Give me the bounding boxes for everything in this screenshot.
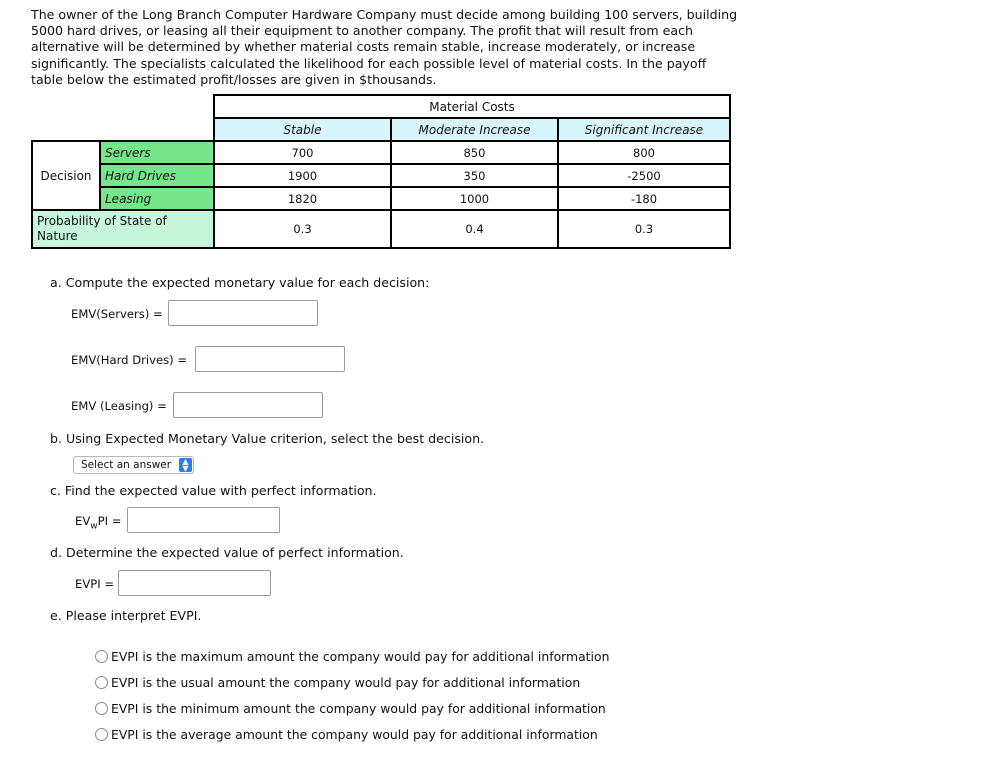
cell-value: 1820 xyxy=(214,187,391,210)
question-a: a. Compute the expected monetary value for each decision: xyxy=(50,275,430,290)
option-label: EVPI is the maximum amount the company would pay for additional information xyxy=(111,649,610,664)
radio-button[interactable] xyxy=(95,728,108,741)
decision-label: Decision xyxy=(32,141,100,210)
radio-button[interactable] xyxy=(95,676,108,689)
evpi-option[interactable] xyxy=(95,727,598,742)
best-decision-select[interactable] xyxy=(73,456,194,474)
table-row xyxy=(32,210,730,248)
row-label-servers: Servers xyxy=(100,141,214,164)
evwpi-label: $EV_wPI$ = xyxy=(75,514,122,532)
radio-button[interactable] xyxy=(95,650,108,663)
evpi-option[interactable] xyxy=(95,701,606,716)
problem-intro: The owner of the Long Branch Computer Hardware Company must decide among building 100 servers, building 5000 hard drives, or leasing all their equipment to another company. The profit that will result from each alternative will be determined by whether material costs remain stable, increase moderately, or increase significantly. The specialists calculated the likelihood for each possible level of material costs. In the payoff table below the estimated profit/losses are given in $thousands. xyxy=(31,7,738,87)
question-c: c. Find the expected value with perfect information. xyxy=(50,483,377,498)
row-label-hard-drives: Hard Drives xyxy=(100,164,214,187)
cell-value: 1900 xyxy=(214,164,391,187)
probability-value: 0.4 xyxy=(391,210,558,248)
probability-value: 0.3 xyxy=(214,210,391,248)
option-label: EVPI is the usual amount the company would pay for additional information xyxy=(111,675,581,690)
cell-value: 850 xyxy=(391,141,558,164)
col-moderate: Moderate Increase xyxy=(391,118,558,141)
material-costs-header: Material Costs xyxy=(214,95,730,118)
question-e: e. Please interpret EVPI. xyxy=(50,608,202,623)
option-label: EVPI is the average amount the company would pay for additional information xyxy=(111,727,598,742)
cell-value: -180 xyxy=(558,187,730,210)
question-d: d. Determine the expected value of perfect information. xyxy=(50,545,404,560)
emv-leasing-input[interactable] xyxy=(173,392,323,418)
cell-value: 700 xyxy=(214,141,391,164)
cell-value: 1000 xyxy=(391,187,558,210)
emv-leasing-label: EMV (Leasing) = xyxy=(71,399,167,413)
emv-hard-drives-input[interactable] xyxy=(195,346,345,372)
probability-label: Probability of State of Nature xyxy=(32,210,214,248)
evpi-input[interactable] xyxy=(118,570,271,596)
col-stable: Stable xyxy=(214,118,391,141)
cell-value: 350 xyxy=(391,164,558,187)
option-label: EVPI is the minimum amount the company would pay for additional information xyxy=(111,701,606,716)
emv-servers-label: EMV(Servers) = xyxy=(71,307,163,321)
table-row xyxy=(32,141,730,164)
evpi-option[interactable] xyxy=(95,675,580,690)
evwpi-input[interactable] xyxy=(127,507,280,533)
probability-value: 0.3 xyxy=(558,210,730,248)
question-b: b. Using Expected Monetary Value criterion, select the best decision. xyxy=(50,431,485,446)
table-row xyxy=(32,187,730,210)
chevron-updown-icon: ▲ ▼ xyxy=(179,458,192,472)
payoff-table xyxy=(31,94,731,249)
table-row xyxy=(32,164,730,187)
emv-hard-drives-label: EMV(Hard Drives) = xyxy=(71,353,188,367)
radio-button[interactable] xyxy=(95,702,108,715)
evpi-label: EVPI = xyxy=(75,577,115,591)
row-label-leasing: Leasing xyxy=(100,187,214,210)
emv-servers-input[interactable] xyxy=(168,300,318,326)
cell-value: -2500 xyxy=(558,164,730,187)
cell-value: 800 xyxy=(558,141,730,164)
select-value: Select an answer xyxy=(81,459,172,471)
evpi-option[interactable] xyxy=(95,649,609,664)
col-significant: Significant Increase xyxy=(558,118,730,141)
